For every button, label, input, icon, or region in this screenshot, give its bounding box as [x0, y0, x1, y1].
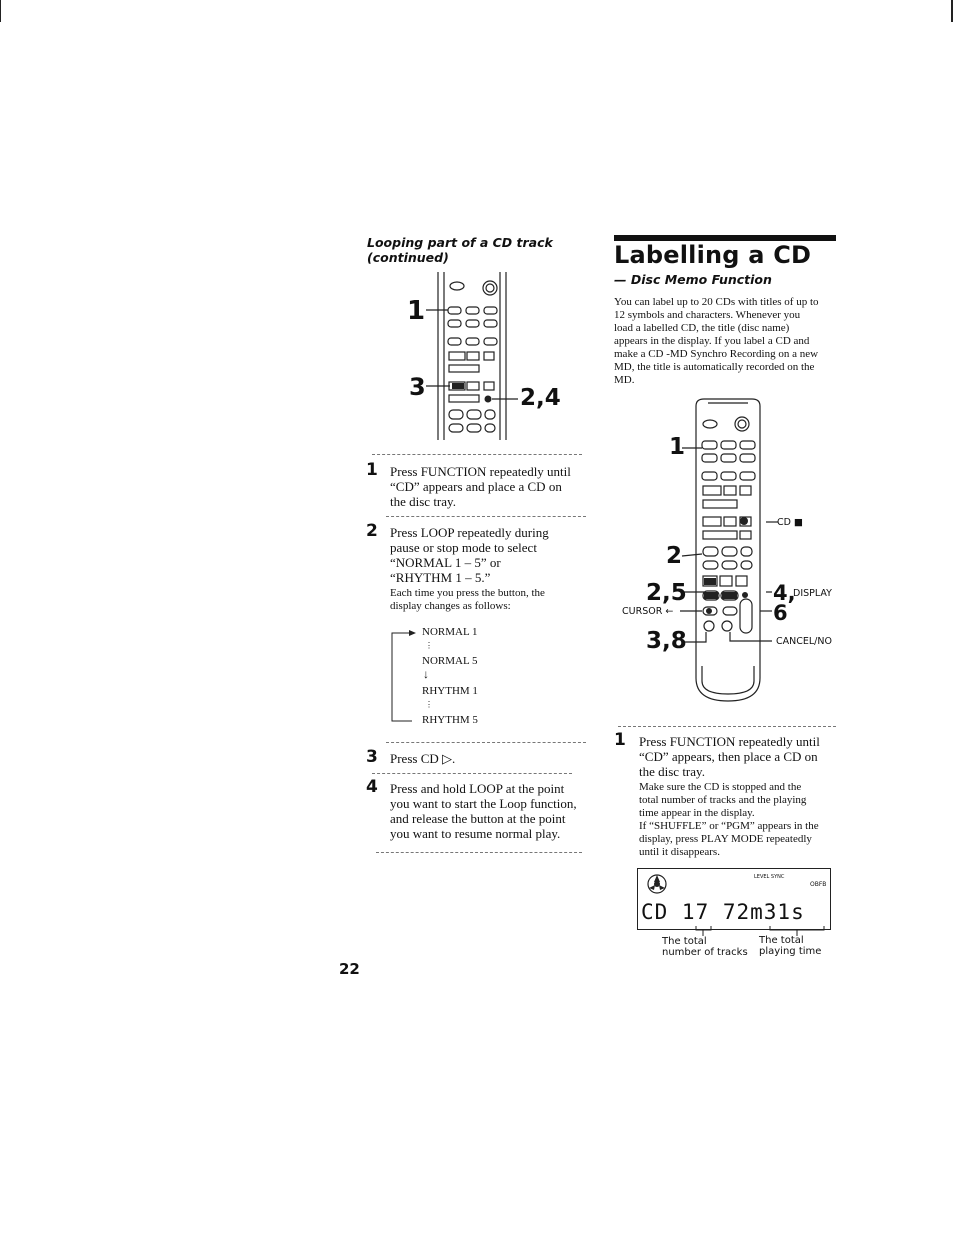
page-subtitle: — Disc Memo Function	[614, 272, 772, 287]
callout-3-8: 3,8	[646, 628, 687, 654]
step-text: Press FUNCTION repeatedly until “CD” appears and place a CD on the disc tray.	[390, 464, 571, 509]
step-note: Make sure the CD is stopped and the total number of tracks and the playing time appear in the display. If “SHUFFLE” or “PGM” appears in the display, press PLAY MODE repeatedly until it disappears.	[639, 781, 819, 858]
label-display: DISPLAY	[793, 588, 832, 599]
step-number: 3	[366, 747, 378, 767]
lcd-display	[637, 868, 831, 930]
callout-3: 3	[409, 373, 426, 401]
cycle-bracket	[390, 625, 420, 725]
callout-6: 6	[773, 601, 788, 625]
edge-mark	[0, 0, 1, 22]
cycle-item: NORMAL 5	[422, 655, 478, 667]
step-number: 1	[614, 730, 626, 750]
disc-icon	[646, 873, 668, 895]
remote-figure-loop	[400, 272, 570, 447]
step-number: 4	[366, 777, 378, 797]
label-cd-stop: CD ■	[777, 517, 803, 528]
step-text: Press and hold LOOP at the point you want to start the Loop function, and release the button at the point you want to resume normal play.	[390, 781, 577, 841]
callout-1: 1	[407, 296, 426, 326]
callout-2-4: 2,4	[520, 385, 561, 411]
callout-4: 4,	[773, 581, 796, 605]
lcd-readout: CD 17 72m31s	[641, 900, 805, 924]
cycle-item: RHYTHM 5	[422, 714, 478, 726]
caption-time: The total playing time	[759, 935, 822, 957]
page-number: 22	[339, 960, 360, 978]
page-title: Labelling a CD	[614, 241, 812, 269]
callout-1: 1	[669, 434, 686, 460]
step-text: Press FUNCTION repeatedly until “CD” appears, then place a CD on the disc tray.	[639, 734, 820, 779]
remote-callout-lines	[620, 436, 840, 656]
step-number: 2	[366, 521, 378, 541]
callout-2: 2	[666, 543, 683, 569]
step-note: Each time you press the button, the display changes as follows:	[390, 587, 545, 612]
step-text: Press CD ▷.	[390, 751, 456, 766]
cycle-list: NORMAL 1 ⋮ NORMAL 5 ↓ RHYTHM 1 ⋮ RHYTHM 5	[422, 626, 478, 726]
label-cursor: CURSOR ←	[622, 606, 674, 617]
cycle-item: NORMAL 1	[422, 626, 478, 638]
intro-paragraph: You can label up to 20 CDs with titles of up to 12 symbols and characters. Whenever you load a labelled CD, the title (disc name) appears in the display. If you label a CD and make a CD -MD Synchro Recording on a new MD, the title is automatically recorded on the MD.	[614, 296, 819, 386]
step-number: 1	[366, 460, 378, 480]
step-text: Press LOOP repeatedly during pause or stop mode to select “NORMAL 1 – 5” or “RHYTHM 1 – 5.”	[390, 525, 549, 585]
cycle-item: RHYTHM 1	[422, 685, 478, 697]
caption-tracks: The total number of tracks	[662, 936, 748, 958]
obfb-indicator: OBFB	[810, 881, 827, 888]
label-cancel: CANCEL/NO	[776, 636, 832, 647]
level-sync-indicator: LEVEL SYNC	[754, 874, 785, 880]
callout-2-5: 2,5	[646, 580, 687, 606]
edge-mark	[951, 0, 953, 22]
section-subheading: Looping part of a CD track (continued)	[367, 235, 553, 265]
